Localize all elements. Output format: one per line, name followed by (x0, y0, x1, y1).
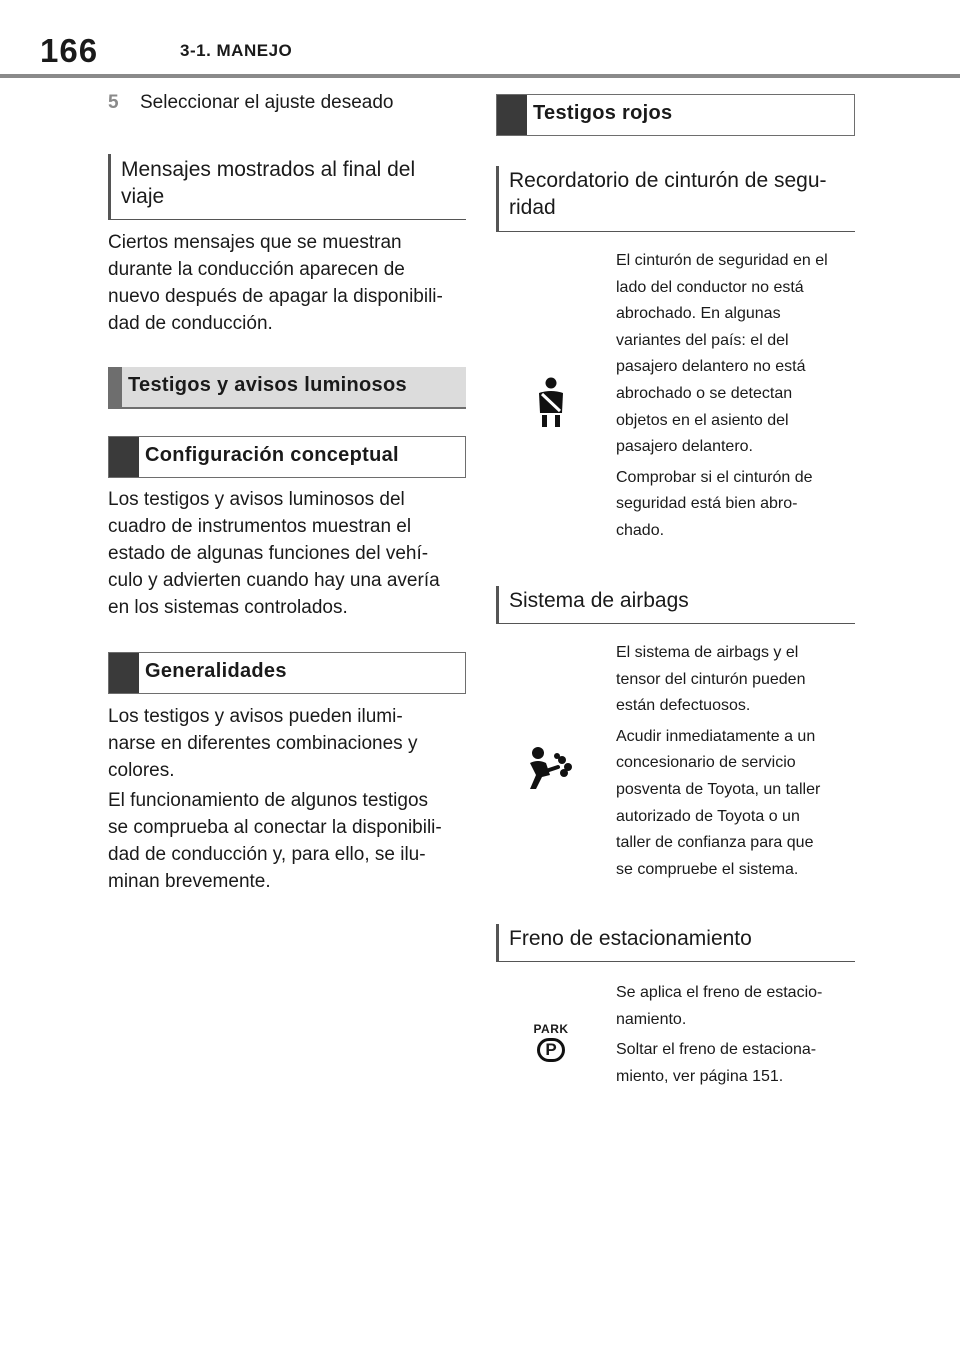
text-line: están defectuosos. (616, 697, 751, 715)
text-line: El cinturón de seguridad en el (616, 252, 828, 269)
airbag-row (496, 640, 855, 890)
seatbelt-reminder-icon (496, 373, 606, 433)
text-line: lado del conductor no está (616, 278, 804, 296)
airbag-heading: Sistema de airbags (496, 586, 855, 624)
text-line: autorizado de Toyota o un (616, 807, 800, 825)
lights-section-heading: Testigos y avisos luminosos (108, 367, 466, 409)
airbag-text (616, 640, 855, 887)
text-line: Soltar el freno de estaciona- (616, 1041, 817, 1059)
text-line: abrochado o se detectan (616, 384, 793, 402)
seatbelt-text1 (616, 248, 855, 461)
text-line: tensor del cinturón pueden (616, 670, 806, 688)
park-p-circle (537, 1038, 565, 1062)
general-para2 (108, 787, 466, 895)
park-p-letter: P (545, 1039, 557, 1059)
seatbelt-heading-line2: ridad (509, 196, 556, 219)
trip-end-heading (108, 154, 466, 220)
general-line: minan brevemente. (108, 871, 271, 892)
general-line: colores. (108, 760, 175, 781)
trip-end-line: dad de conducción. (108, 313, 273, 334)
text-line: abrochado. En algunas (616, 305, 781, 323)
parking-text (616, 980, 855, 1094)
red-lights-heading: Testigos rojos (496, 94, 855, 136)
parking-text1 (616, 980, 855, 1033)
header-rule (0, 74, 960, 78)
trip-end-heading-line2: viaje (121, 185, 165, 208)
text-line: miento, ver página 151. (616, 1067, 784, 1085)
step-number: 5 (108, 92, 119, 113)
text-line: pasajero delantero no está (616, 358, 806, 376)
concept-line: culo y advierten cuando hay una avería (108, 570, 440, 591)
airbag-text1 (616, 640, 855, 720)
text-line: Acudir inmediatamente a un (616, 727, 816, 745)
parking-text2 (616, 1037, 855, 1090)
trip-end-heading-line1: Mensajes mostrados al final del (121, 158, 416, 181)
trip-end-body (108, 229, 466, 337)
trip-end-line: durante la conducción aparecen de (108, 259, 405, 280)
text-line: chado. (616, 521, 665, 539)
park-label: PARK (533, 1021, 569, 1036)
text-line: posventa de Toyota, un taller (616, 780, 821, 798)
parking-heading: Freno de estacionamiento (496, 924, 855, 962)
general-line: El funcionamiento de algunos testigos (108, 790, 429, 811)
text-line: taller de confianza para que (616, 834, 814, 852)
general-para1 (108, 703, 466, 784)
general-line: narse en diferentes combinaciones y (108, 733, 418, 754)
text-line: namiento. (616, 1010, 687, 1028)
trip-end-line: nuevo después de apagar la disponibili- (108, 286, 443, 307)
parking-brake-icon (496, 1020, 606, 1064)
text-line: objetos en el asiento del (616, 411, 789, 429)
page-header (0, 0, 960, 80)
text-line: Comprobar si el cinturón de (616, 468, 813, 486)
concept-heading: Configuración conceptual (108, 436, 466, 478)
seatbelt-row (496, 248, 855, 548)
page-number: 166 (40, 32, 99, 69)
general-line: Los testigos y avisos pueden ilumi- (108, 706, 403, 727)
seatbelt-text2 (616, 465, 855, 545)
step-text: Seleccionar el ajuste deseado (140, 92, 394, 113)
general-line: se comprueba al conectar la disponibili- (108, 817, 442, 838)
trip-end-line: Ciertos mensajes que se muestran (108, 232, 402, 253)
concept-line: Los testigos y avisos luminosos del (108, 489, 405, 510)
text-line: seguridad está bien abro- (616, 495, 798, 513)
general-heading: Generalidades (108, 652, 466, 694)
airbag-text2 (616, 724, 855, 884)
concept-line: estado de algunas funciones del vehí- (108, 543, 429, 564)
text-line: Se aplica el freno de estacio- (616, 984, 823, 1001)
chapter-title: 3-1. MANEJO (180, 41, 293, 60)
text-line: variantes del país: el del (616, 331, 789, 349)
concept-line: cuadro de instrumentos muestran el (108, 516, 412, 537)
text-line: El sistema de airbags y el (616, 644, 799, 661)
seatbelt-text (616, 248, 855, 549)
concept-line: en los sistemas controlados. (108, 597, 348, 618)
text-line: se compruebe el sistema. (616, 860, 799, 878)
seatbelt-heading (496, 166, 855, 232)
concept-body (108, 486, 466, 621)
parking-row (496, 980, 855, 1100)
text-line: concesionario de servicio (616, 754, 796, 772)
seatbelt-heading-line1: Recordatorio de cinturón de segu- (509, 169, 827, 192)
general-line: dad de conducción y, para ello, se ilu- (108, 844, 426, 865)
airbag-icon (496, 740, 606, 800)
text-line: pasajero delantero. (616, 438, 753, 456)
